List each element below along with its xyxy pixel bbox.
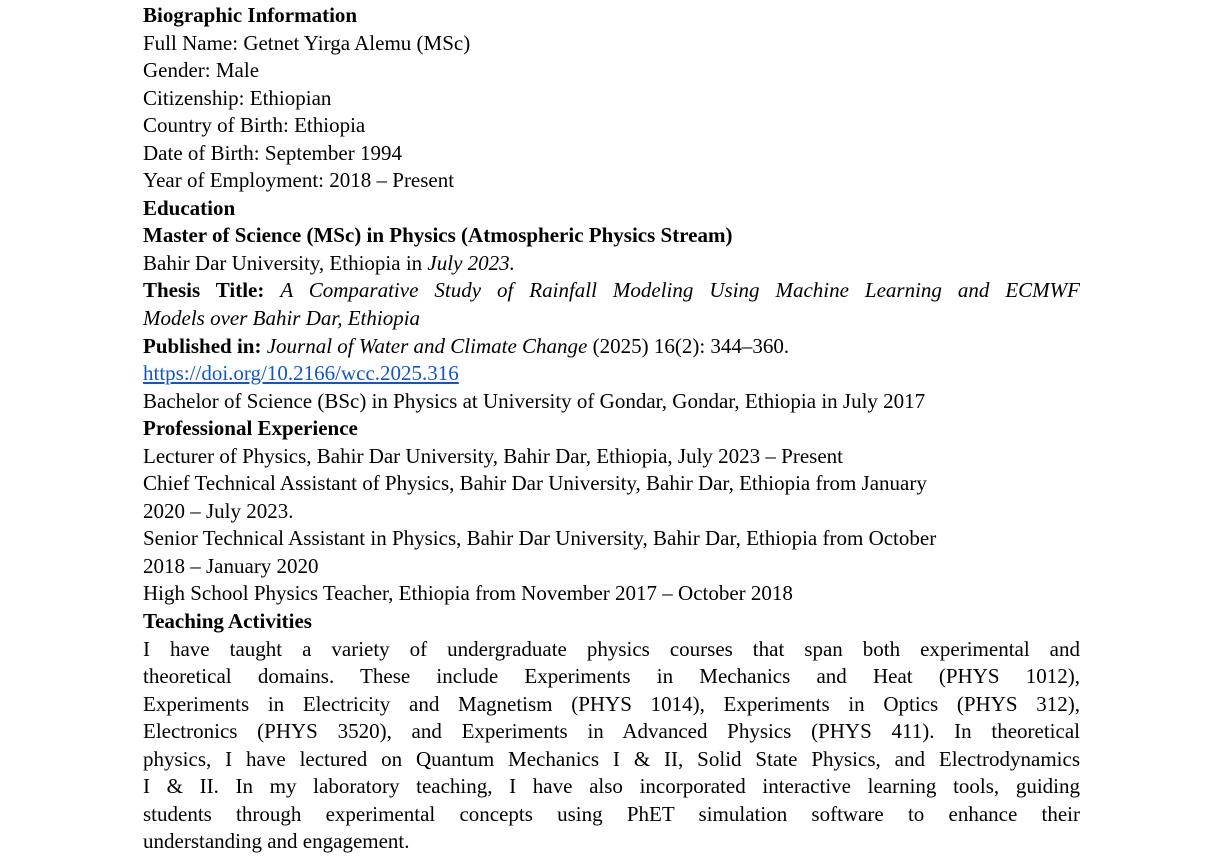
- experience-senior-technical-assistant-text: 2018 – January 2020: [143, 553, 319, 578]
- teaching-activities-paragraph: [143, 718, 1080, 746]
- country-of-birth-line: [143, 112, 1080, 140]
- experience-chief-technical-assistant-text: Chief Technical Assistant of Physics, Bahir Dar University, Bahir Dar, Ethiopia from January: [143, 471, 927, 496]
- experience-chief-technical-assistant: [143, 498, 1080, 526]
- date-of-birth-line: [143, 140, 1080, 168]
- full-name-line-text: Full Name: Getnet Yirga Alemu (MSc): [143, 30, 471, 55]
- year-of-employment-line-text: Year of Employment: 2018 – Present: [143, 168, 455, 193]
- biographic-information-heading: [143, 2, 1080, 30]
- teaching-activities-paragraph: [143, 663, 1080, 691]
- cv-document-page: [143, 2, 1080, 856]
- teaching-activities-heading: [143, 608, 1080, 636]
- thesis-title: [143, 277, 1080, 305]
- published-in-line-text: (2025) 16(2): 344–360.: [587, 333, 790, 358]
- experience-high-school-teacher-line-text: High School Physics Teacher, Ethiopia from November 2017 – October 2018: [143, 581, 793, 606]
- teaching-activities-paragraph: [143, 636, 1080, 664]
- professional-experience-heading: [143, 415, 1080, 443]
- date-of-birth-line-text: Date of Birth: September 1994: [143, 140, 402, 165]
- full-name-line: [143, 30, 1080, 58]
- professional-experience-heading-text: Professional Experience: [143, 416, 358, 441]
- teaching-activities-paragraph: [143, 691, 1080, 719]
- teaching-activities-paragraph: [143, 746, 1080, 774]
- biographic-information-heading-text: Biographic Information: [143, 3, 358, 27]
- experience-senior-technical-assistant: [143, 525, 1080, 553]
- published-in-line: [143, 333, 1080, 361]
- gender-line: [143, 57, 1080, 85]
- teaching-activities-heading-text: Teaching Activities: [143, 609, 312, 634]
- experience-senior-technical-assistant-text: Senior Technical Assistant in Physics, Bahir Dar University, Bahir Dar, Ethiopia from October: [143, 526, 937, 551]
- teaching-activities-paragraph-text: I & II. In my laboratory teaching, I have also incorporated interactive learning tools, guiding: [143, 774, 1080, 799]
- citizenship-line: [143, 85, 1080, 113]
- published-in-line-text: Journal of Water and Climate Change: [266, 333, 588, 358]
- experience-chief-technical-assistant: [143, 470, 1080, 498]
- teaching-activities-paragraph-text: physics, I have lectured on Quantum Mechanics I & II, Solid State Physics, and Electrodynamics: [143, 746, 1080, 771]
- thesis-title-text: Models over Bahir Dar, Ethiopia: [143, 306, 421, 331]
- teaching-activities-paragraph-text: I have taught a variety of undergraduate physics courses that span both experimental and: [143, 636, 1080, 661]
- year-of-employment-line: [143, 167, 1080, 195]
- teaching-activities-paragraph-text: Electronics (PHYS 3520), and Experiments in Advanced Physics (PHYS 411). In theoretical: [143, 719, 1080, 744]
- gender-line-text: Gender: Male: [143, 58, 260, 83]
- msc-degree-title-text: Master of Science (MSc) in Physics (Atmospheric Physics Stream): [143, 223, 733, 248]
- doi-link-line: [143, 360, 1080, 388]
- experience-senior-technical-assistant: [143, 553, 1080, 581]
- msc-university-line-text: July 2023.: [427, 250, 515, 275]
- bsc-degree-line-text: Bachelor of Science (BSc) in Physics at University of Gondar, Gondar, Ethiopia in July 2017: [143, 388, 926, 413]
- teaching-activities-paragraph: [143, 801, 1080, 829]
- teaching-activities-paragraph-text: theoretical domains. These include Experiments in Mechanics and Heat (PHYS 1012),: [143, 664, 1080, 689]
- msc-degree-title: [143, 222, 1080, 250]
- experience-chief-technical-assistant-text: 2020 – July 2023.: [143, 498, 294, 523]
- doi-link[interactable]: https://doi.org/10.2166/wcc.2025.316: [143, 361, 459, 386]
- published-in-line-text: Published in:: [143, 333, 267, 358]
- experience-high-school-teacher-line: [143, 580, 1080, 608]
- teaching-activities-paragraph: [143, 773, 1080, 801]
- thesis-title: [143, 305, 1080, 333]
- msc-university-line: [143, 250, 1080, 278]
- experience-lecturer-line-text: Lecturer of Physics, Bahir Dar University, Bahir Dar, Ethiopia, July 2023 – Present: [143, 443, 843, 468]
- citizenship-line-text: Citizenship: Ethiopian: [143, 85, 332, 110]
- experience-lecturer-line: [143, 443, 1080, 471]
- education-heading-text: Education: [143, 195, 236, 220]
- teaching-activities-paragraph-text: Experiments in Electricity and Magnetism (PHYS 1014), Experiments in Optics (PHYS 312),: [143, 691, 1080, 716]
- country-of-birth-line-text: Country of Birth: Ethiopia: [143, 113, 366, 138]
- education-heading: [143, 195, 1080, 223]
- teaching-activities-paragraph-text: understanding and engagement.: [143, 829, 410, 854]
- teaching-activities-paragraph: [143, 828, 1080, 856]
- msc-university-line-text: Bahir Dar University, Ethiopia in: [143, 250, 428, 275]
- bsc-degree-line: [143, 388, 1080, 416]
- thesis-title-text: Thesis Title:: [143, 278, 281, 303]
- teaching-activities-paragraph-text: students through experimental concepts using PhET simulation software to enhance their: [143, 801, 1080, 826]
- thesis-title-text: A Comparative Study of Rainfall Modeling Using Machine Learning and ECMWF: [280, 278, 1080, 303]
